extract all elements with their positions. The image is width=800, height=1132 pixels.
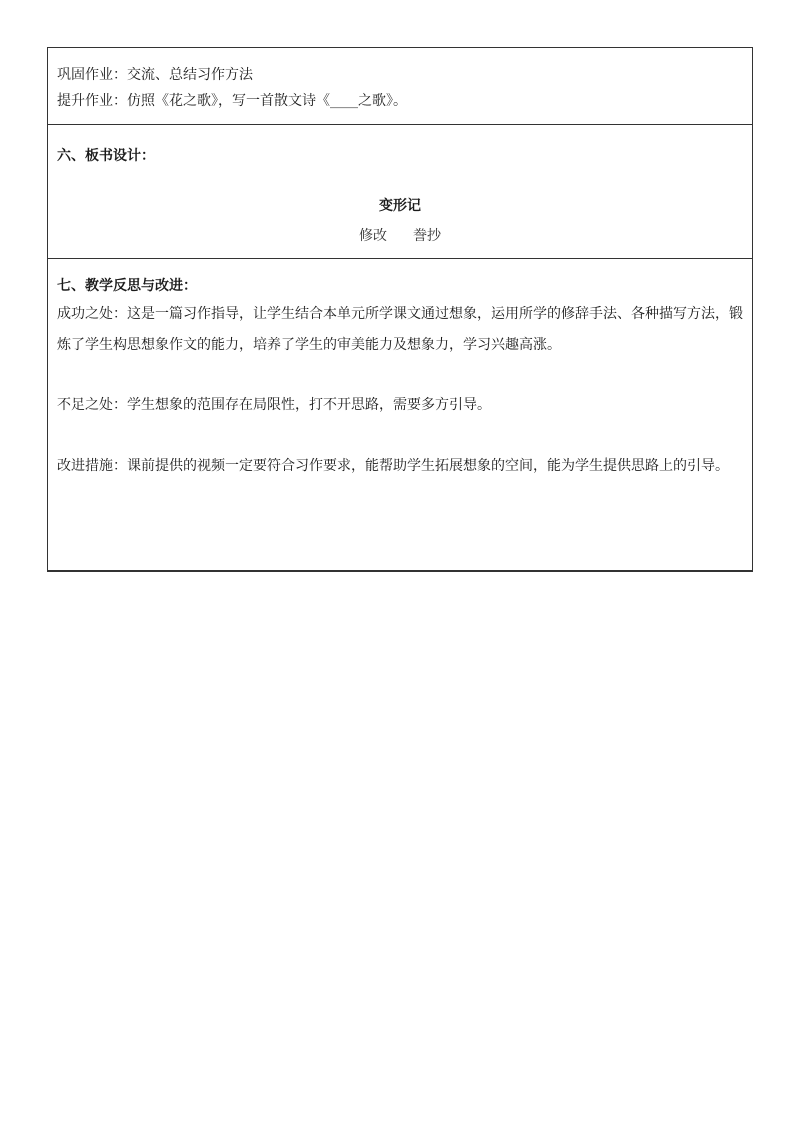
reflection-section: [48, 259, 752, 571]
board-items: [48, 226, 752, 246]
lesson-plan-table: [47, 47, 753, 572]
board-title: 变形记: [379, 198, 421, 214]
board-item-copy: 誊抄: [413, 228, 441, 244]
shortcoming-paragraph: 不足之处：学生想象的范围存在局限性，打不开思路，需要多方引导。: [57, 397, 491, 413]
improvement-paragraph: 改进措施：课前提供的视频一定要符合习作要求，能帮助学生拓展想象的空间，能为学生提供思路上的引导。: [57, 457, 729, 474]
reflection-heading: 七、教学反思与改进：: [57, 278, 197, 294]
extension-homework: 提升作业：仿照《花之歌》，写一首散文诗《____之歌》。: [57, 93, 407, 109]
board-item-revise: 修改: [359, 228, 387, 244]
consolidation-homework: 巩固作业：交流、总结习作方法: [57, 67, 253, 83]
board-design-heading: 六、板书设计：: [57, 148, 155, 164]
homework-section: [48, 48, 752, 125]
success-paragraph: 成功之处：这是一篇习作指导，让学生结合本单元所学课文通过想象，运用所学的修辞手法、各种描写方法，锻炼了学生构思想象作文的能力，培养了学生的审美能力及想象力，学习兴趣高涨。: [57, 306, 743, 353]
